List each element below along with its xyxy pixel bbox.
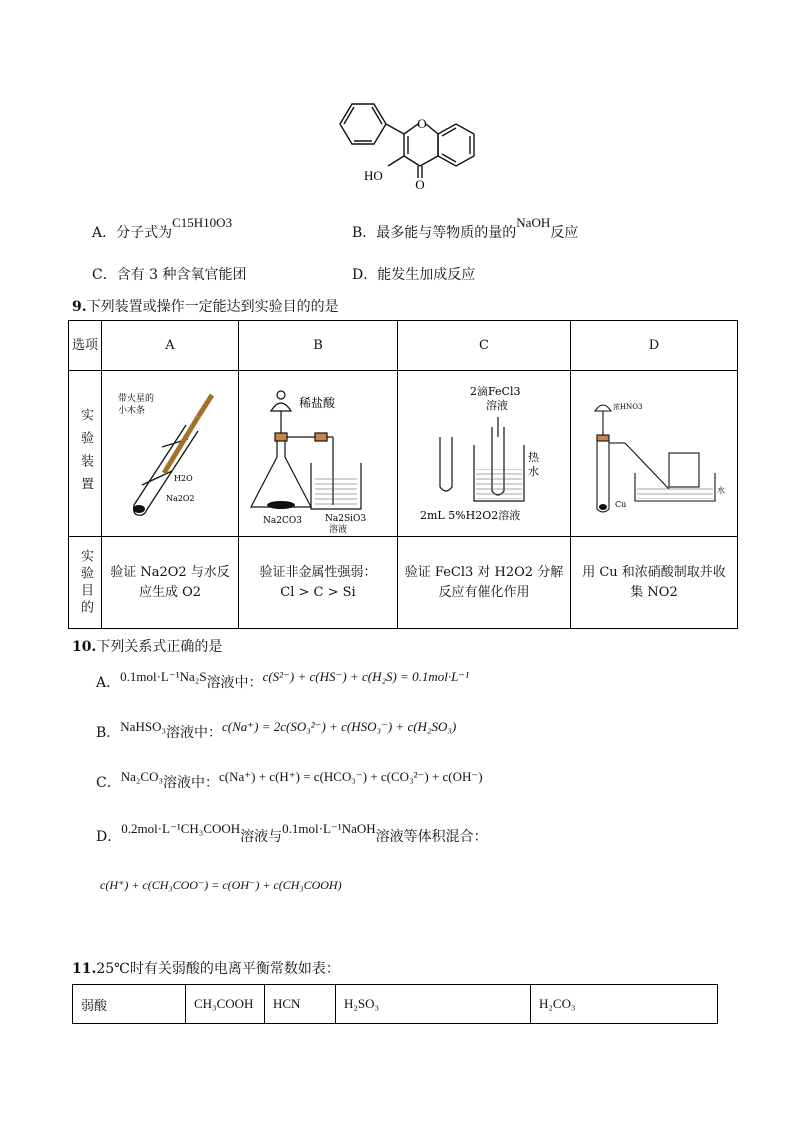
label-fecl3: 2滴FeCl3 — [470, 384, 521, 398]
option-8a — [92, 215, 233, 242]
acid-header: 弱酸 — [73, 985, 186, 1024]
label-water-a: H2O — [174, 473, 193, 483]
label-hot: 热 — [528, 450, 539, 464]
label-na2co3: Na2CO3 — [263, 515, 302, 526]
acid-ch3cooh: CH₃COOH — [186, 985, 265, 1024]
acid-h2so3: H₂SO₃ — [336, 985, 531, 1024]
option-8d: D．能发生加成反应 — [352, 267, 476, 283]
label-solution-b: 溶液 — [329, 524, 348, 535]
label-na2sio3: Na2SiO3 — [325, 513, 367, 524]
option-8b-suffix: 反应 — [550, 225, 579, 241]
question-9-text: 下列装置或操作一定能达到实验目的的是 — [86, 299, 339, 315]
acid-constant-table — [72, 984, 718, 1024]
question-9-number: 9. — [72, 299, 87, 315]
copper-nitric-acid-diagram — [573, 377, 735, 527]
option-10d-equation: c(H⁺) + c(CH₃COO⁻) = c(OH⁻) + c(CH₃COOH) — [100, 878, 342, 892]
option-8b — [352, 215, 579, 242]
label-water-d: 水 — [717, 485, 725, 495]
purpose-b: 验证非金属性强弱： Cl > C > Si — [239, 537, 398, 629]
question-10-stem — [72, 636, 222, 656]
label-solution-c: 溶液 — [486, 398, 508, 412]
purpose-a: 验证 Na2O2 与水反 应生成 O2 — [102, 537, 239, 629]
apparatus-c — [398, 371, 571, 537]
apparatus-a — [102, 371, 239, 537]
option-10a: A．0.1mol·L⁻¹Na₂S溶液中：c(S²⁻) + c(HS⁻) + c(H₂S) = 0.1mol·L⁻¹ — [96, 669, 470, 691]
experiment-table — [68, 320, 738, 629]
col-b-header: B — [239, 321, 398, 371]
option-8a-formula: C15H10O3 — [172, 215, 233, 230]
test-tube-splint-diagram — [104, 377, 236, 527]
header-purpose: 实验目的 — [69, 537, 102, 629]
carbonyl-oxygen-label: O — [415, 177, 425, 192]
label-hno3: 浓HNO3 — [613, 402, 643, 411]
question-11-text: 25℃时有关弱酸的电离平衡常数如表： — [96, 961, 340, 977]
label-cu: Cu — [615, 499, 627, 509]
col-a-header: A — [102, 321, 239, 371]
label-h2o2: 2mL 5%H2O2溶液 — [420, 508, 521, 522]
option-8a-text: A．分子式为 — [92, 225, 173, 241]
flask-beaker-diagram — [241, 377, 395, 535]
header-apparatus: 实验装置 — [69, 371, 102, 537]
apparatus-b — [239, 371, 398, 537]
purpose-c: 验证 FeCl3 对 H2O2 分解 反应有催化作用 — [398, 537, 571, 629]
label-splint-2: 小木条 — [118, 405, 146, 416]
option-10c: C．Na₂CO₃溶液中：c(Na⁺) + c(H⁺) = c(HCO₃⁻) + c(CO₃²⁻) + c(OH⁻) — [96, 769, 483, 791]
col-c-header: C — [398, 321, 571, 371]
acid-hcn: HCN — [265, 985, 336, 1024]
header-option: 选项 — [69, 321, 102, 371]
question-10-text: 下列关系式正确的是 — [96, 639, 223, 655]
purpose-d: 用 Cu 和浓硝酸制取并收 集 NO2 — [571, 537, 738, 629]
flavonol-structure — [330, 90, 480, 190]
option-10d: D．0.2mol·L⁻¹CH₃COOH溶液与0.1mol·L⁻¹NaOH溶液等体积混合： — [96, 821, 488, 845]
option-8b-text: B．最多能与等物质的量的 — [352, 225, 517, 241]
question-11-stem — [72, 958, 340, 978]
hydroxyl-label: HO — [364, 168, 383, 183]
apparatus-d — [571, 371, 738, 537]
acid-h2co3: H₂CO₃ — [531, 985, 718, 1024]
h2o2-hot-water-diagram — [400, 377, 568, 527]
option-8b-reagent: NaOH — [516, 215, 551, 230]
label-na2o2: Na2O2 — [166, 493, 195, 503]
col-d-header: D — [571, 321, 738, 371]
label-water-c: 水 — [528, 464, 539, 478]
question-10-number: 10. — [72, 639, 97, 655]
option-10b: B．NaHSO₃溶液中：c(Na⁺) = 2c(SO₃²⁻) + c(HSO₃⁻) + c(H₂SO₃) — [96, 719, 457, 741]
ring-oxygen-label: O — [417, 116, 427, 131]
question-11-number: 11. — [72, 961, 97, 977]
question-9-stem — [72, 296, 339, 316]
option-8c: C．含有 3 种含氧官能团 — [92, 267, 247, 283]
label-hcl: 稀盐酸 — [299, 395, 336, 410]
label-splint: 带火星的 — [118, 393, 155, 404]
